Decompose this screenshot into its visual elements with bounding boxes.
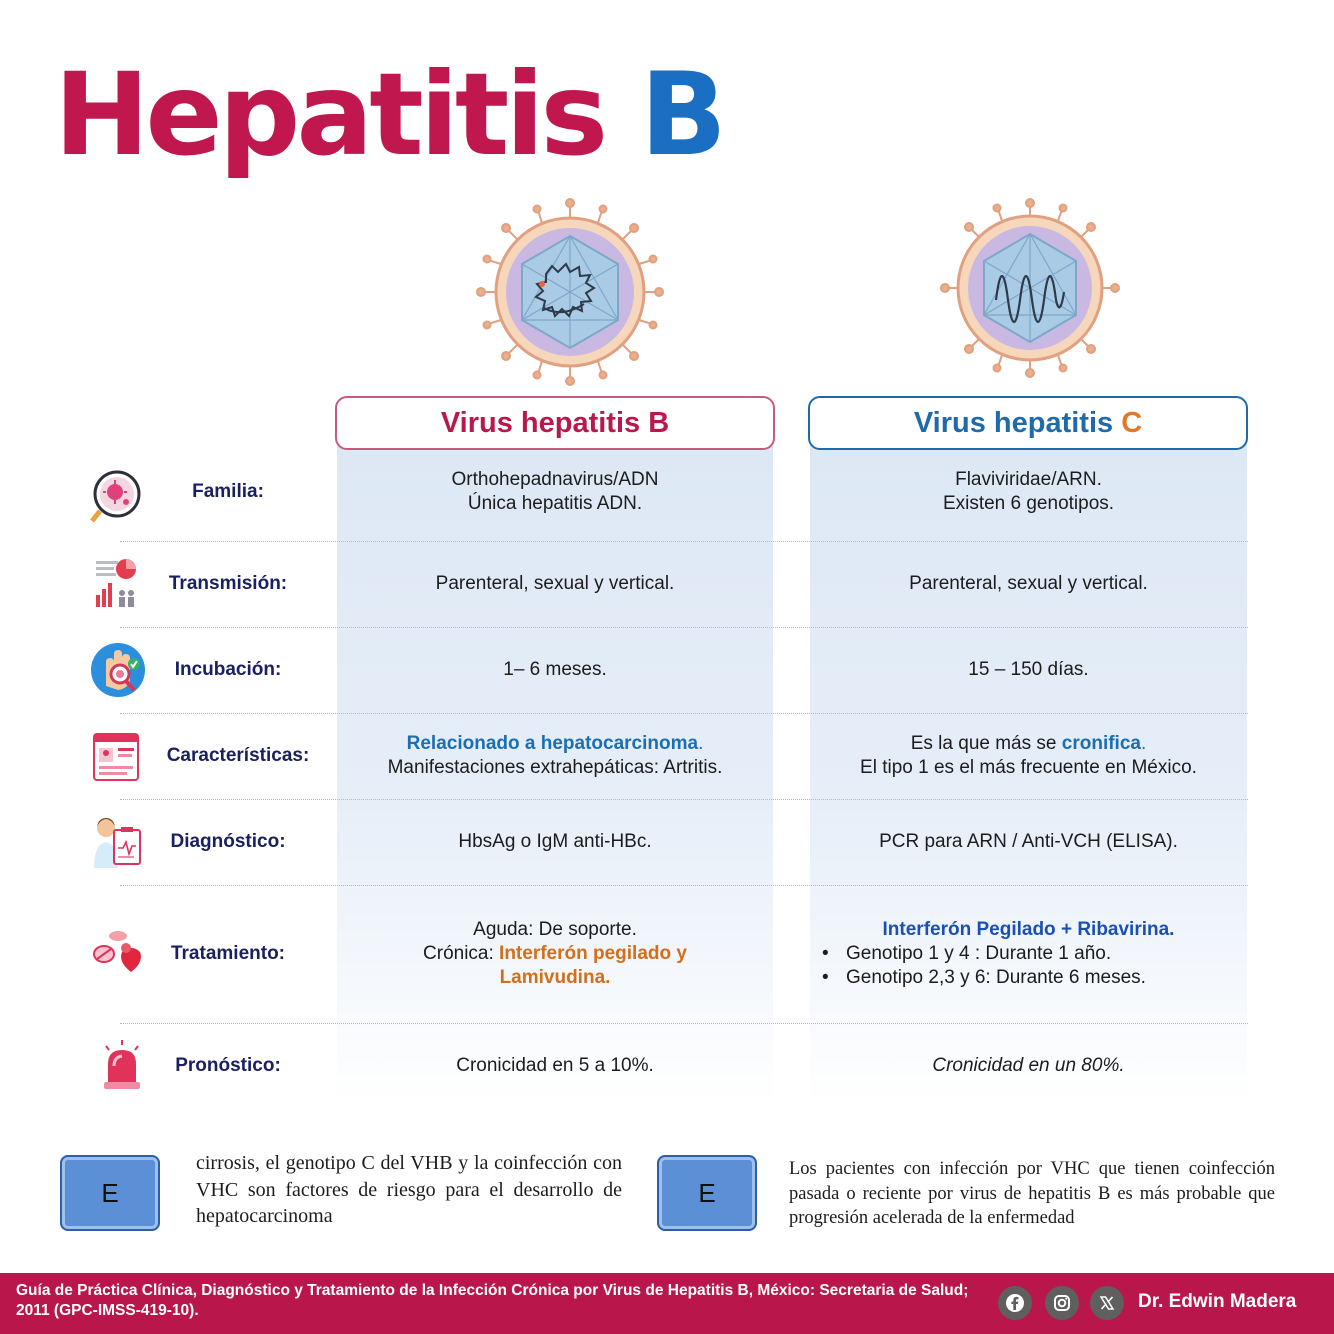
row-label-diagnostico: Diagnóstico: [170,831,286,852]
cell-text: Orthohepadnavirus/ADN [451,469,659,490]
cell-text [337,942,773,966]
list-item [822,942,1247,966]
row-separator [120,713,1248,714]
cell-text: Aguda: De soporte. [473,919,637,940]
row-separator [120,1023,1248,1024]
cell-text: Manifestaciones extrahepáticas: Artritis. [387,757,723,778]
evidence-badge: E [60,1155,160,1231]
row-label-pronostico: Pronóstico: [175,1055,281,1076]
evidence-badge: E [657,1155,757,1231]
cell-incubacion-c: 15 – 150 días. [968,659,1089,680]
treatment-heading: Interferón Pegilado + Ribavirina. [882,919,1175,940]
row-separator [120,885,1248,886]
row-label-familia: Familia: [192,481,264,502]
cell-caracteristicas-c [810,732,1247,780]
highlight-text: Lamivudina. [499,967,611,988]
row-label-transmision: Transmisión: [168,573,288,594]
cell-transmision-c: Parenteral, sexual y vertical. [909,573,1148,594]
author-name: Dr. Edwin Madera [1138,1291,1297,1312]
bullet-symbol: • [822,967,829,988]
page-title [54,48,723,181]
cell-text: El tipo 1 es el más frecuente en México. [860,757,1197,778]
row-separator [120,627,1248,628]
column-header-hepatitis-b [335,396,775,450]
cell-text-part: Crónica: [423,943,500,964]
highlight-text: Interferón pegilado y [499,943,687,964]
x-icon[interactable] [1090,1286,1124,1320]
cell-pronostico-c: Cronicidad en un 80%. [932,1055,1125,1076]
cell-text [810,732,1247,756]
column-header-b-title: Virus hepatitis B [440,406,670,439]
evidence-text: Los pacientes con infección por VHC que tienen coinfección pasada o reciente por virus de hepatitis B es más probable que progresión acelerada de la enfermedad [789,1159,1275,1228]
instagram-icon[interactable] [1045,1286,1079,1320]
cell-caracteristicas-b [337,732,773,780]
highlight-text: cronifica [1061,733,1141,754]
row-label-caracteristicas: Características: [166,745,310,766]
cell-diagnostico-c: PCR para ARN / Anti-VCH (ELISA). [879,831,1178,852]
cell-text: Flaviviridae/ARN. [955,469,1102,490]
facebook-icon[interactable] [998,1286,1032,1320]
column-header-hepatitis-c [808,396,1248,450]
page-title-word: Hepatitis [54,48,605,181]
row-separator [120,799,1248,800]
row-label-tratamiento: Tratamiento: [170,943,286,964]
footer-reference: Guía de Práctica Clínica, Diagnóstico y Tratamiento de la Infección Crónica por Virus de Hepatitis B, México: Secretaria de Salud; 2011 (GPC-IMSS-419-10). [16,1282,969,1319]
highlight-text: Relacionado a hepatocarcinoma [406,733,699,754]
hepatitis-b-virus-icon [474,196,666,388]
footer-bar [0,1273,1334,1334]
list-item-text: Genotipo 1 y 4 : Durante 1 año. [846,943,1112,964]
cell-tratamiento-c [810,918,1247,990]
treatment-bullet-list [810,942,1247,990]
column-header-c-letter: C [1121,406,1143,439]
bullet-symbol: • [822,943,829,964]
punctuation: . [698,733,704,754]
hepatitis-c-virus-icon [938,196,1122,380]
list-item [822,966,1247,990]
cell-familia-c [810,468,1247,516]
cell-text [337,732,773,756]
cell-text [337,966,773,990]
cell-incubacion-b: 1– 6 meses. [503,659,607,680]
row-label-incubacion: Incubación: [174,659,282,680]
cell-text: Única hepatitis ADN. [467,493,643,514]
cell-text-part: Es la que más se [910,733,1062,754]
cell-familia-b [337,468,773,516]
medical-record-icon [86,728,146,788]
cell-text: Existen 6 genotipos. [942,493,1115,514]
cell-transmision-b: Parenteral, sexual y vertical. [435,573,675,594]
page-title-letter: B [639,48,723,181]
row-separator [120,541,1248,542]
evidence-text: cirrosis, el genotipo C del VHB y la coinfección con VHC son factores de riesgo para el desarrollo de hepatocarcinoma [196,1152,622,1227]
punctuation: . [1140,733,1147,754]
column-header-c-title: Virus hepatitis [913,406,1114,439]
cell-tratamiento-b [337,918,773,990]
cell-pronostico-b: Cronicidad en 5 a 10%. [456,1055,654,1076]
cell-diagnostico-b: HbsAg o IgM anti-HBc. [458,831,652,852]
list-item-text: Genotipo 2,3 y 6: Durante 6 meses. [846,967,1146,988]
